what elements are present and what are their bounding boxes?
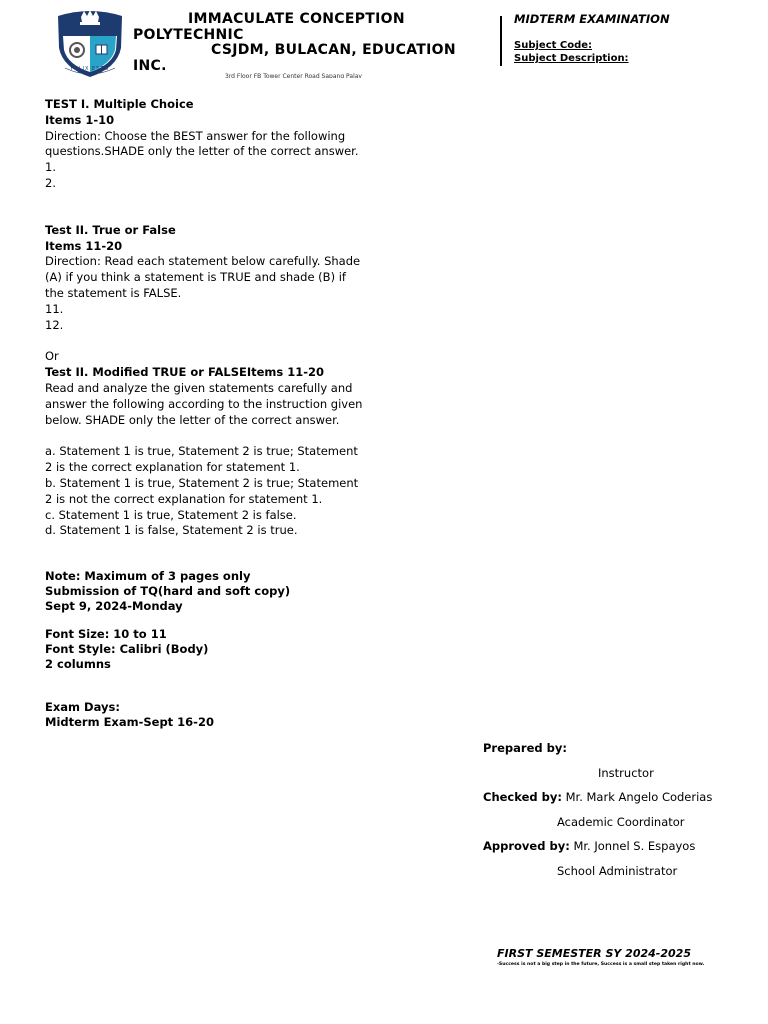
item-number: 12. [45, 317, 64, 332]
checked-by-title: Academic Coordinator [557, 815, 685, 829]
school-name-line4: INC. [133, 58, 167, 74]
modified-test-direction: Read and analyze the given statements carefully and answer the following according to the instruction given below. SHADE only the letter of the correct answer. [45, 380, 363, 427]
answer-option: d. Statement 1 is false, Statement 2 is true. [45, 523, 298, 538]
prepared-by-label: Prepared by: [483, 741, 567, 755]
test1-title: TEST I. Multiple Choice [45, 97, 194, 111]
test2-items: Items 11-20 [45, 238, 123, 253]
footer-motto: -Success is not a big step in the future, Success is a small step taken right now. [497, 962, 705, 967]
logo-motto: FELIX ESTO [70, 66, 110, 72]
exam-days: Midterm Exam-Sept 16-20 [45, 715, 214, 730]
exam-days-label: Exam Days: [45, 700, 120, 715]
test2-title: Test II. True or False [45, 222, 176, 237]
approved-by-label: Approved by: [483, 839, 570, 853]
note-font-style: Font Style: Calibri (Body) [45, 642, 209, 657]
test1-direction: Direction: Choose the BEST answer for the following questions.SHADE only the letter of the correct answer. [45, 128, 359, 159]
note-submission: Submission of TQ(hard and soft copy) [45, 584, 291, 599]
test2-direction: Direction: Read each statement below carefully. Shade (A) if you think a statement is TRUE and shade (B) if the statement is FALSE. [45, 254, 361, 300]
instructor-title: Instructor [598, 766, 654, 780]
subject-code-label: Subject Code: [514, 40, 593, 51]
item-number: 2. [45, 175, 56, 190]
header-divider [500, 16, 502, 66]
approved-by [483, 839, 695, 853]
note-max-pages: Note: Maximum of 3 pages only [45, 569, 251, 584]
answer-option: c. Statement 1 is true, Statement 2 is false. [45, 507, 297, 522]
answer-option: b. Statement 1 is true, Statement 2 is true; Statement 2 is not the correct explanation for statement 1. [45, 475, 359, 506]
or-label: Or [45, 349, 59, 364]
checked-by [483, 790, 712, 804]
note-columns: 2 columns [45, 657, 111, 672]
item-number: 11. [45, 301, 64, 316]
note-font-size: Font Size: 10 to 11 [45, 627, 167, 642]
item-number: 1. [45, 160, 56, 175]
exam-title: MIDTERM EXAMINATION [514, 12, 670, 26]
school-name-line1: IMMACULATE CONCEPTION [188, 11, 405, 27]
approved-by-title: School Administrator [557, 864, 678, 878]
answer-option: a. Statement 1 is true, Statement 2 is true; Statement 2 is the correct explanation for statement 1. [45, 444, 358, 475]
test1-items: Items 1-10 [45, 112, 115, 127]
note-date: Sept 9, 2024-Monday [45, 599, 183, 614]
exam-instructions [45, 97, 363, 730]
school-name-line2: POLYTECHNIC [133, 27, 244, 43]
approved-by-name: Mr. Jonnel S. Espayos [573, 839, 696, 853]
semester-label: FIRST SEMESTER SY 2024-2025 [497, 947, 691, 960]
school-name-line3: CSJDM, BULACAN, EDUCATION [211, 42, 456, 58]
modified-test-title: Test II. Modified TRUE or FALSEItems 11-20 [45, 365, 325, 380]
checked-by-label: Checked by: [483, 790, 562, 804]
school-address: 3rd Floor FB Tower Center Road Sapang Palay [225, 73, 362, 78]
checked-by-name: Mr. Mark Angelo Coderias [565, 790, 713, 804]
subject-description-label: Subject Description: [514, 53, 629, 64]
school-logo [55, 8, 125, 78]
